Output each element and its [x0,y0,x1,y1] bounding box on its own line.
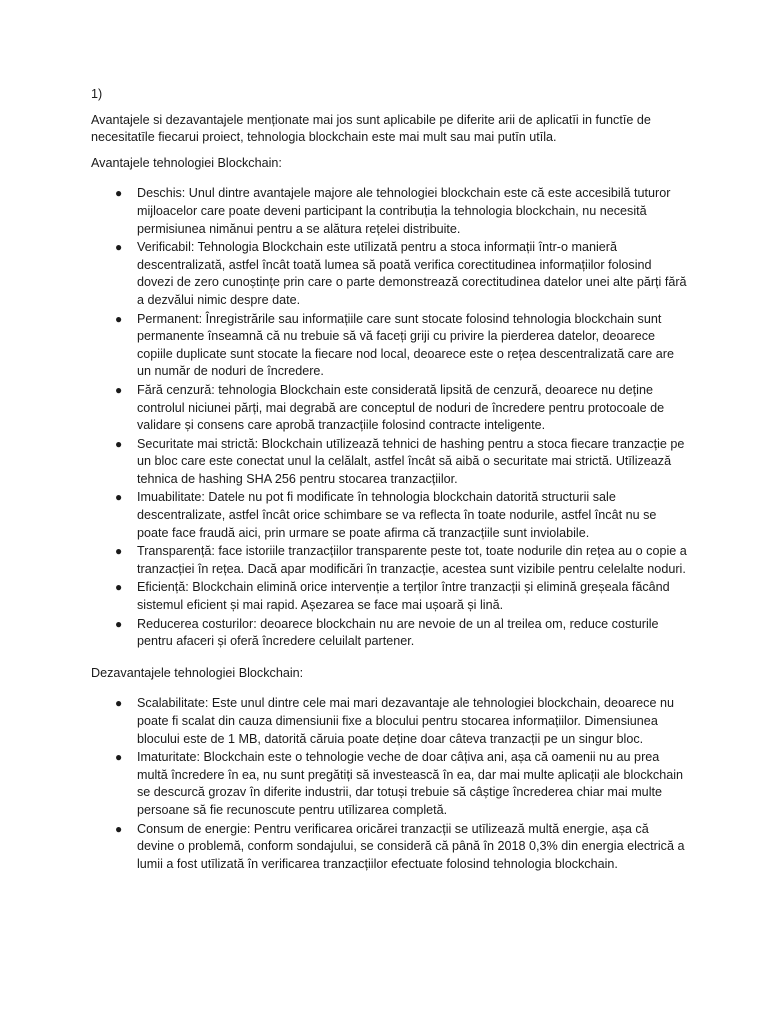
list-item-text: Scalabilitate: Este unul dintre cele mai mari dezavantaje ale tehnologiei blockchain, deoarece nu poate fi scalat din cauza dimensiunii fixe a blocului pentru stocarea informațiilor. Dimensiunea blocului este de 1 MB, datorită căruia poate deține doar câteva tranzacții pe un singur bloc. [137,696,674,746]
bullet-icon: ● [115,580,123,595]
list-item [91,821,688,874]
list-item [91,436,688,489]
list-item-text: Transparență: face istoriile tranzacțiilor transparente peste tot, toate nodurile din rețea au o copie a tranzacției în rețea. Dacă apar modificări în tranzacție, acestea sunt vizibile pentru celelalte noduri. [137,544,687,576]
bullet-icon: ● [115,186,123,201]
list-item-text: Reducerea costurilor: deoarece blockchain nu are nevoie de un al treilea om, reduce costurile pentru afaceri și oferă încredere celuilalt partener. [137,616,659,649]
bullet-icon: ● [115,750,123,765]
advantages-heading: Avantajele tehnologiei Blockchain: [91,155,282,170]
bullet-icon: ● [115,821,123,836]
list-item-text: Consum de energie: Pentru verificarea oricărei tranzacții se utīlizează multă energie, așa că devine o problemă, conform sondajului, se consideră că până în 2018 0,3% din energia electrică a lumii a fost utīlizată în verificarea tranzacțiilor efectuate folosind tehnologia blockchain. [137,821,685,871]
list-item [91,489,688,542]
disadvantages-heading: Dezavantajele tehnologiei Blockchain: [91,665,304,680]
bullet-icon: ● [115,490,123,505]
bullet-icon: ● [115,382,123,397]
list-item [91,616,688,651]
bullet-icon: ● [115,436,123,451]
section-number: 1) [91,87,103,101]
list-item-text: Verificabil: Tehnologia Blockchain este utīlizată pentru a stoca informații într-o manieră descentralizată, astfel încât toată lumea să poată verifica corectitudinea informațiilor folosind dovezi de zero cunoștințe prin care o parte demonstrează corectitudinea datelor unei alte părți fără a dezvălui nimic despre date. [137,240,687,307]
list-item [91,311,688,381]
disadvantages-list [91,695,688,873]
list-item-text: Deschis: Unul dintre avantajele majore ale tehnologiei blockchain este că este accesibilă tuturor mijloacelor care poate deveni participant la contribuția la tehnologia blockchain, nu necesită permisiunea nimănui pentru a se alătura rețelei distribuite. [137,186,671,236]
list-item [91,185,688,238]
bullet-icon: ● [115,616,123,631]
intro-paragraph: Avantajele si dezavantajele menționate mai jos sunt aplicabile pe diferite arii de aplicatīi in functīe de necesitatīle fiecarui proiect, tehnologia blockchain este mai mult sau mai putīn utīla. [91,112,651,145]
list-item [91,749,688,819]
bullet-icon: ● [115,544,123,559]
list-item [91,382,688,435]
list-item-text: Fără cenzură: tehnologia Blockchain este considerată lipsită de cenzură, deoarece nu deține controlul niciunei părți, mai degrabă are conceptul de noduri de încredere pentru protocoale de validare și consens care aprobă tranzacțiile folosind contracte inteligente. [137,382,665,433]
list-item-text: Securitate mai strictă: Blockchain utīlizează tehnici de hashing pentru a stoca fiecare tranzacție pe un bloc care este conectat unul la celălalt, astfel încât să aibă o securitate mai strictă. Utīlizează tehnica de hashing SHA 256 pentru stocarea tranzacțiilor. [137,436,685,486]
list-item-text: Imuabilitate: Datele nu pot fi modificate în tehnologia blockchain datorită structurii sale descentralizate, astfel încât orice schimbare se va reflecta în toate nodurile, astfel încât nu se poate face fraudă aici, prin urmare se poate afirma că tranzacțiile sunt inviolabile. [137,490,657,540]
list-item-text: Permanent: Înregistrările sau informațiile care sunt stocate folosind tehnologia blockchain sunt permanente înseamnă că nu trebuie să vă faceți griji cu privire la pierderea datelor, deoarece copiile duplicate sunt stocate la fiecare nod local, deoarece este o rețea descentralizată care are un număr de noduri de încredere. [137,311,674,379]
list-item-text: Imaturitate: Blockchain este o tehnologie veche de doar câțiva ani, așa că oamenii nu au prea multă încredere în ea, nu sunt pregătiți să investească în ea, dar mai multe aplicații ale blockchain se descurcă grozav în diferite industrii, dar totuși trebuie să câștige încrederea chiar mai multe persoane să fie recunoscute pentru utīlizarea completă. [137,750,684,817]
bullet-icon: ● [115,240,123,255]
list-item-text: Eficiență: Blockchain elimină orice intervenție a terților între tranzacții și elimină greșeala făcând sistemul eficient și mai rapid. Așezarea se face mai ușoară și lină. [137,580,670,613]
bullet-icon: ● [115,696,123,711]
list-item [91,579,688,614]
list-item [91,543,688,578]
list-item [91,695,688,748]
list-item [91,239,688,309]
bullet-icon: ● [115,311,123,326]
advantages-list [91,185,688,650]
